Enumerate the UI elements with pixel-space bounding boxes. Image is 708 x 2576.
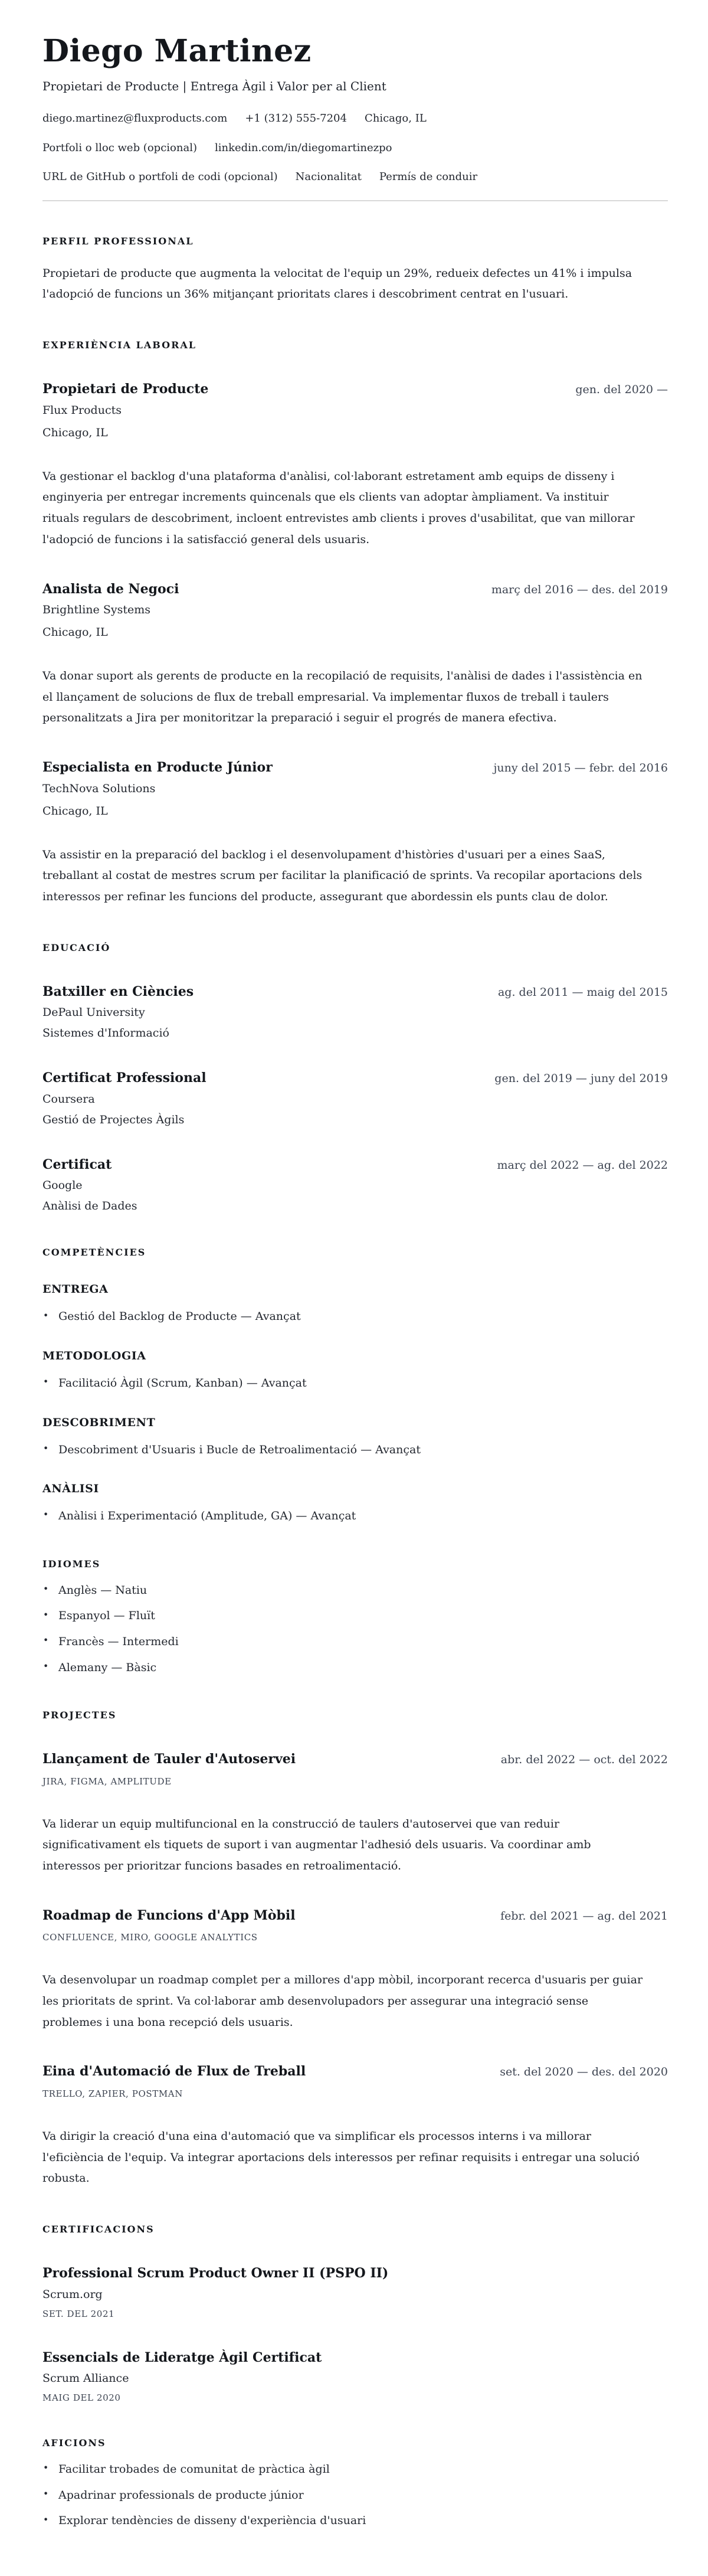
contact-row (42, 142, 668, 155)
hobby-item: • Explorar tendències de disseny d'experiència d'usuari (42, 2513, 668, 2529)
skill-group-name: METODOLOGIA (42, 1349, 146, 1362)
languages-list (42, 1583, 668, 1675)
education-entry (42, 1070, 668, 1126)
job-location: Chicago, IL (42, 626, 108, 639)
certification-date: SET. DEL 2021 (42, 2308, 115, 2319)
contact-location: Chicago, IL (364, 112, 427, 125)
job-description: Va assistir en la preparació del backlog i el desenvolupament d'històries d'usuari per a eines SaaS, treballant al costat de mestres scrum per facilitar la planificació de sprints. Va recopilar aportacions dels interessos per refinar les funcions del producte, assegurant que abordessin els punts clau de dolor. (42, 848, 643, 904)
education-school: Google (42, 1179, 83, 1192)
hobbies-list (42, 2461, 668, 2529)
skill-item: • Descobriment d'Usuaris i Bucle de Retroalimentació — Avançat (42, 1442, 668, 1458)
section-heading-projects: PROJECTES (42, 1709, 117, 1721)
job-dates: gen. del 2020 — (575, 383, 668, 397)
section-heading-hobbies: AFICIONS (42, 2437, 106, 2449)
project-description: Va liderar un equip multifuncional en la construcció de taulers d'autoservei que van reduir significativament els tiquets de suport i van augmentar l'adhesió dels usuaris. Va coordinar amb interessos per prioritzar funcions basades en retroalimentació. (42, 1817, 591, 1873)
contact-block (42, 112, 668, 184)
contact-row (42, 171, 668, 184)
education-dates: ag. del 2011 — maig del 2015 (497, 985, 668, 999)
project-dates: febr. del 2021 — ag. del 2021 (500, 1909, 668, 1923)
section-heading-education: EDUCACIÓ (42, 942, 111, 953)
project-dates: abr. del 2022 — oct. del 2022 (500, 1753, 668, 1767)
skill-item: • Facilitació Àgil (Scrum, Kanban) — Avançat (42, 1375, 668, 1391)
contact-driving-license: Permís de conduir (379, 171, 478, 184)
language-item: • Anglès — Natiu (42, 1583, 668, 1598)
contact-nationality: Nacionalitat (295, 171, 362, 184)
person-tagline: Propietari de Producte | Entrega Àgil i Valor per al Client (42, 79, 386, 94)
section-heading-skills: COMPETÈNCIES (42, 1247, 146, 1258)
section-education (42, 942, 668, 1213)
job-description: Va donar suport als gerents de producte en la recopilació de requisits, l'anàlisi de dades i l'assistència en el llançament de solucions de flux de treball empresarial. Va implementar fluxos de treball i taulers personalitzats a Jira per monitoritzar la preparació i seguir el progrés de manera efectiva. (42, 669, 643, 725)
certification-title: Essencials de Lideratge Àgil Certificat (42, 2349, 322, 2365)
section-certifications (42, 2224, 668, 2403)
section-heading-languages: IDIOMES (42, 1558, 101, 1570)
project-entry (42, 2064, 668, 2189)
job-entry (42, 760, 668, 908)
job-company: TechNova Solutions (42, 782, 156, 795)
certification-title: Professional Scrum Product Owner II (PSPO II) (42, 2266, 389, 2281)
skill-group-name: DESCOBRIMENT (42, 1416, 156, 1429)
education-school: Coursera (42, 1092, 95, 1106)
education-field: Anàlisi de Dades (42, 1199, 137, 1213)
project-entry (42, 1751, 668, 1877)
section-languages (42, 1558, 668, 1675)
job-dates: març del 2016 — des. del 2019 (491, 583, 668, 596)
skill-group (42, 1416, 668, 1458)
contact-portfolio: Portfoli o lloc web (opcional) (42, 141, 197, 154)
project-dates: set. del 2020 — des. del 2020 (500, 2065, 668, 2079)
education-entry (42, 984, 668, 1040)
section-skills (42, 1247, 668, 1524)
section-heading-experience: EXPERIÈNCIA LABORAL (42, 339, 197, 351)
job-description: Va gestionar el backlog d'una plataforma d'anàlisi, col·laborant estretament amb equips de disseny i enginyeria per entregar increments quincenals que els clients van adoptar àmpliament. Va instituir rituals regulars de descobriment, incloent entrevistes amb clients i proves d'usabilitat, que van millorar l'adopció de funcions i la satisfacció general dels usuaris. (42, 469, 635, 546)
job-entry (42, 381, 668, 550)
contact-email: diego.martinez@fluxproducts.com (42, 112, 228, 125)
project-description: Va desenvolupar un roadmap complet per a millores d'app mòbil, incorporant recerca d'usuaris per guiar les prioritats de sprint. Va col·laborar amb desenvolupadors per assegurar una integració sense problemes i una bona recepció dels usuaris. (42, 1973, 643, 2029)
job-title: Especialista en Producte Júnior (42, 760, 273, 776)
project-title: Roadmap de Funcions d'App Mòbil (42, 1907, 296, 1923)
education-field: Sistemes d'Informació (42, 1027, 169, 1040)
contact-github: URL de GitHub o portfoli de codi (opcional) (42, 171, 278, 184)
education-school: DePaul University (42, 1006, 145, 1019)
project-tools: CONFLUENCE, MIRO, GOOGLE ANALYTICS (42, 1932, 258, 1943)
contact-phone: +1 (312) 555-7204 (245, 112, 347, 125)
project-title: Llançament de Tauler d'Autoservei (42, 1751, 296, 1767)
project-tools: JIRA, FIGMA, AMPLITUDE (42, 1776, 172, 1787)
section-heading-certifications: CERTIFICACIONS (42, 2224, 155, 2235)
person-name: Diego Martinez (42, 33, 312, 69)
section-heading-profile: PERFIL PROFESSIONAL (42, 235, 194, 247)
certification-org: Scrum Alliance (42, 2372, 129, 2385)
contact-row (42, 112, 668, 126)
header-divider (42, 200, 668, 201)
job-company: Flux Products (42, 403, 122, 417)
education-title: Certificat Professional (42, 1070, 206, 1086)
language-item: • Alemany — Bàsic (42, 1660, 668, 1676)
project-tools: TRELLO, ZAPIER, POSTMAN (42, 2088, 183, 2099)
job-title: Propietari de Producte (42, 381, 209, 397)
skill-group (42, 1283, 668, 1325)
skill-group-name: ENTREGA (42, 1283, 109, 1296)
section-profile (42, 236, 668, 305)
certification-date: MAIG DEL 2020 (42, 2392, 121, 2404)
job-title: Analista de Negoci (42, 581, 179, 597)
section-projects (42, 1709, 668, 2189)
contact-linkedin: linkedin.com/in/diegomartinezpo (214, 141, 392, 154)
language-item: • Espanyol — Fluït (42, 1608, 668, 1624)
education-entry (42, 1157, 668, 1213)
education-title: Batxiller en Ciències (42, 983, 194, 999)
education-dates: gen. del 2019 — juny del 2019 (494, 1072, 668, 1086)
job-dates: juny del 2015 — febr. del 2016 (493, 761, 668, 775)
job-location: Chicago, IL (42, 426, 108, 439)
section-experience (42, 339, 668, 908)
certification-entry (42, 2350, 668, 2404)
certification-org: Scrum.org (42, 2287, 103, 2301)
section-hobbies (42, 2437, 668, 2529)
project-title: Eina d'Automació de Flux de Treball (42, 2064, 306, 2080)
education-title: Certificat (42, 1156, 112, 1172)
skill-group (42, 1482, 668, 1524)
job-location: Chicago, IL (42, 804, 108, 818)
profile-summary: Propietari de producte que augmenta la velocitat de l'equip un 29%, redueix defectes un 41% i impulsa l'adopció de funcions un 36% mitjançant prioritats clares i descobriment centrat en l'usuari. (42, 266, 632, 301)
certification-entry (42, 2266, 668, 2319)
education-dates: març del 2022 — ag. del 2022 (497, 1158, 668, 1172)
project-description: Va dirigir la creació d'una eina d'automació que va simplificar els processos interns i va millorar l'eficiència de l'equip. Va integrar aportacions dels interessos per refinar requisits i entregar una solució robusta. (42, 2129, 640, 2185)
skill-group (42, 1349, 668, 1391)
skill-item: • Gestió del Backlog de Producte — Avançat (42, 1309, 668, 1325)
hobby-item: • Facilitar trobades de comunitat de pràctica àgil (42, 2461, 668, 2477)
project-entry (42, 1908, 668, 2034)
hobby-item: • Apadrinar professionals de producte júnior (42, 2487, 668, 2503)
skill-group-name: ANÀLISI (42, 1482, 99, 1496)
education-field: Gestió de Projectes Àgils (42, 1113, 185, 1126)
skill-item: • Anàlisi i Experimentació (Amplitude, GA) — Avançat (42, 1508, 668, 1524)
resume-header (42, 34, 668, 184)
job-entry (42, 581, 668, 730)
language-item: • Francès — Intermedi (42, 1634, 668, 1650)
job-company: Brightline Systems (42, 603, 150, 617)
